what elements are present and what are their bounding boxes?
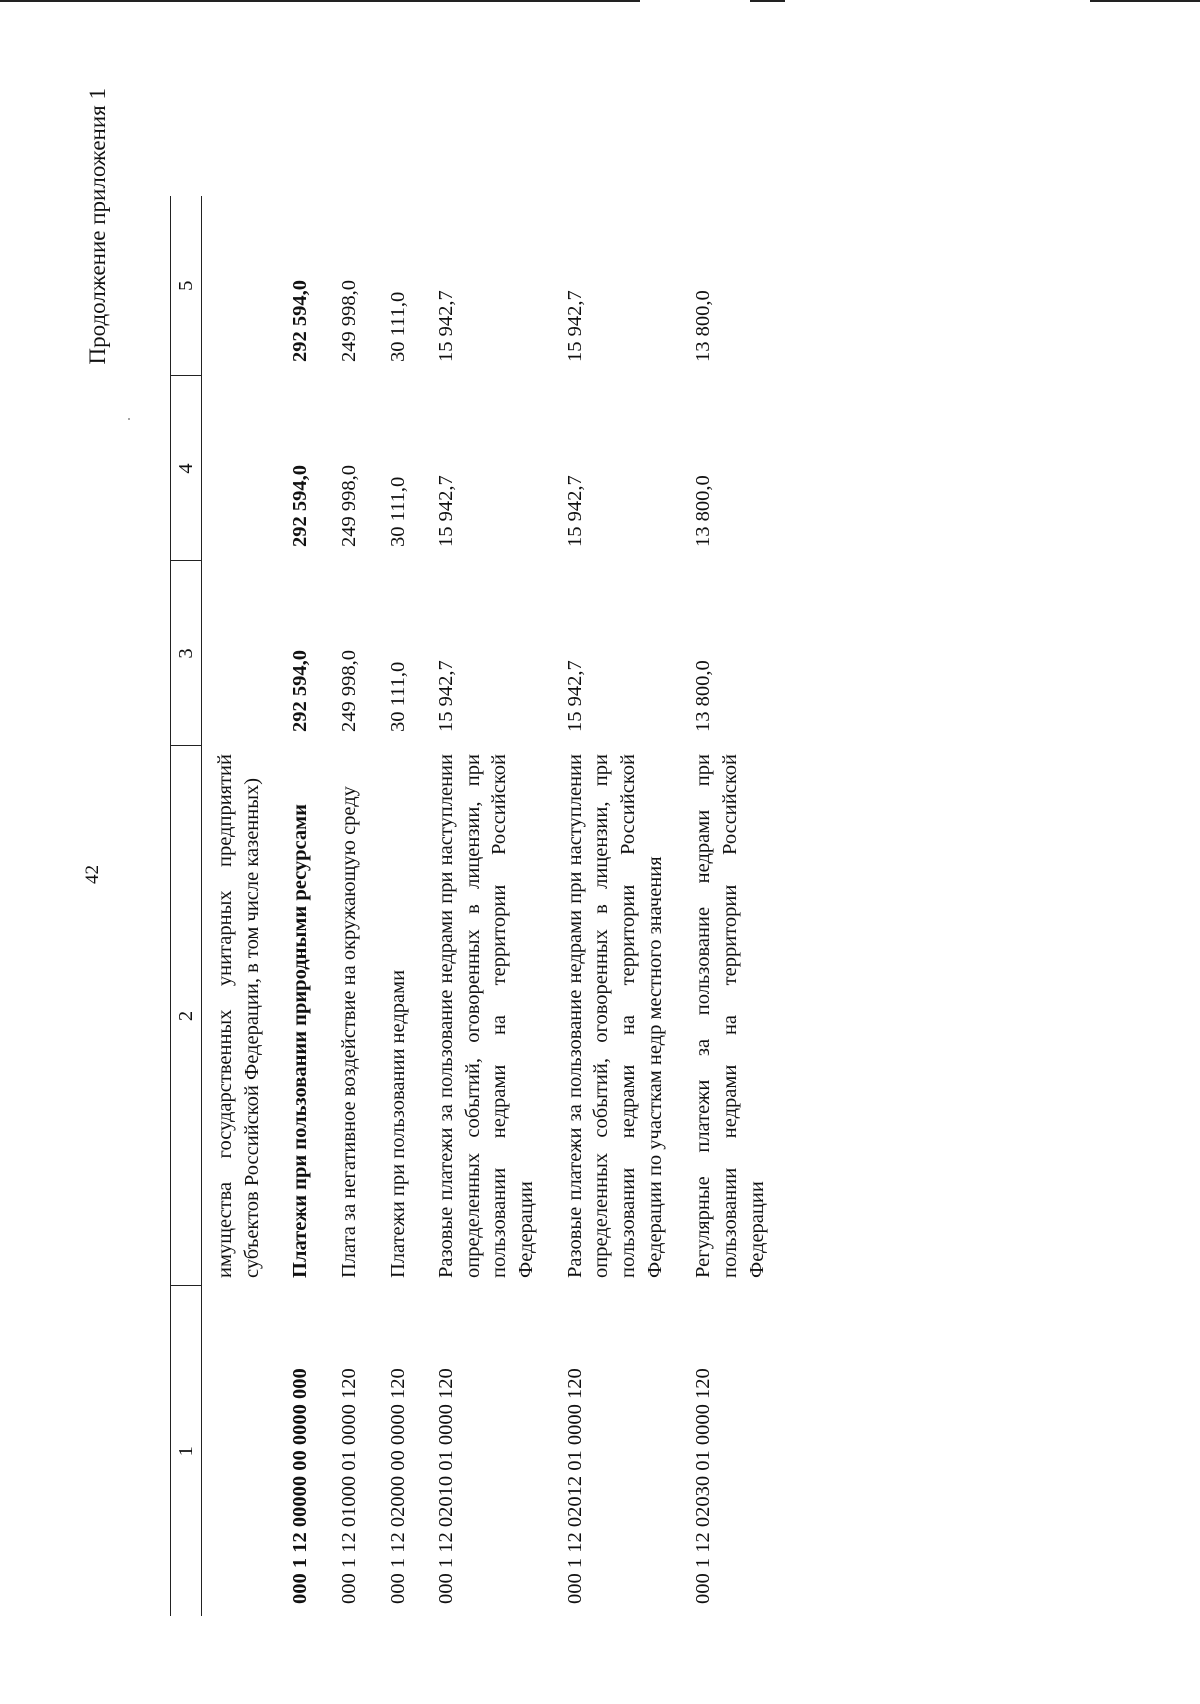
amount-col5: 15 942,7 <box>563 290 586 362</box>
budget-code <box>202 1286 266 1616</box>
continuation-heading: Продолжение приложения 1 <box>85 88 110 365</box>
amount-col3: 15 942,7 <box>435 660 458 732</box>
amount-col4 <box>202 376 266 561</box>
table-row <box>202 196 266 1616</box>
budget-code: 000 1 12 02000 00 0000 120 <box>386 1368 409 1604</box>
amount-col5: 13 800,0 <box>692 290 715 362</box>
amount-col3: 30 111,0 <box>386 661 409 732</box>
amount-col3: 13 800,0 <box>692 660 715 732</box>
budget-code: 000 1 12 01000 01 0000 120 <box>337 1368 360 1604</box>
amount-col4: 249 998,0 <box>337 465 360 547</box>
revenue-description: Платежи при пользовании недрами <box>386 969 409 1278</box>
amount-col4: 30 111,0 <box>386 476 409 547</box>
amount-col4: 13 800,0 <box>692 475 715 547</box>
amount-col3: 249 998,0 <box>337 650 360 732</box>
amount-col5: 15 942,7 <box>435 290 458 362</box>
revenue-description: Разовые платежи за пользование недрами при наступлении определенных событий, оговоренных в лицензии, при пользовании недрами на территории Российской Федерации <box>435 754 538 1278</box>
budget-code: 000 1 12 02012 01 0000 120 <box>563 1368 586 1604</box>
revenue-description: Разовые платежи за пользование недрами при наступлении определенных событий, оговоренных в лицензии, при пользовании недрами на территории Российской Федерации по участкам недр местного значения <box>563 754 666 1278</box>
amount-col3: 292 594,0 <box>289 650 312 732</box>
revenue-table <box>170 196 770 1616</box>
amount-col3 <box>202 561 266 746</box>
budget-code: 000 1 12 02010 01 0000 120 <box>435 1368 458 1604</box>
column-number-header: 2 <box>171 746 202 1286</box>
column-number-header: 3 <box>171 561 202 746</box>
column-number-row <box>171 196 202 1616</box>
table-row <box>265 196 314 1616</box>
table-row <box>668 196 770 1616</box>
column-number-header: 4 <box>171 376 202 561</box>
table-row <box>540 196 669 1616</box>
amount-col4: 15 942,7 <box>563 475 586 547</box>
amount-col5 <box>202 196 266 376</box>
revenue-description: Платежи при пользовании природными ресурсами <box>289 804 312 1278</box>
amount-col5: 249 998,0 <box>337 280 360 362</box>
budget-code: 000 1 12 00000 00 0000 000 <box>289 1368 312 1604</box>
amount-col4: 292 594,0 <box>289 465 312 547</box>
amount-col3: 15 942,7 <box>563 660 586 732</box>
revenue-description: Плата за негативное воздействие на окружающую среду <box>337 786 360 1278</box>
column-number-header: 5 <box>171 196 202 376</box>
table-row <box>363 196 412 1616</box>
revenue-description: имущества государственных унитарных предприятий субъектов Российской Федерации, в том числе казенных) <box>214 754 263 1278</box>
column-number-header: 1 <box>171 1286 202 1616</box>
amount-col5: 292 594,0 <box>289 280 312 362</box>
table-row <box>411 196 540 1616</box>
amount-col4: 15 942,7 <box>435 475 458 547</box>
budget-code: 000 1 12 02030 01 0000 120 <box>692 1368 715 1604</box>
revenue-description: Регулярные платежи за пользование недрами при пользовании недрами на территории Российской Федерации <box>692 754 768 1278</box>
table-row <box>314 196 363 1616</box>
amount-col5: 30 111,0 <box>386 291 409 362</box>
page-number: 42 <box>82 865 103 884</box>
